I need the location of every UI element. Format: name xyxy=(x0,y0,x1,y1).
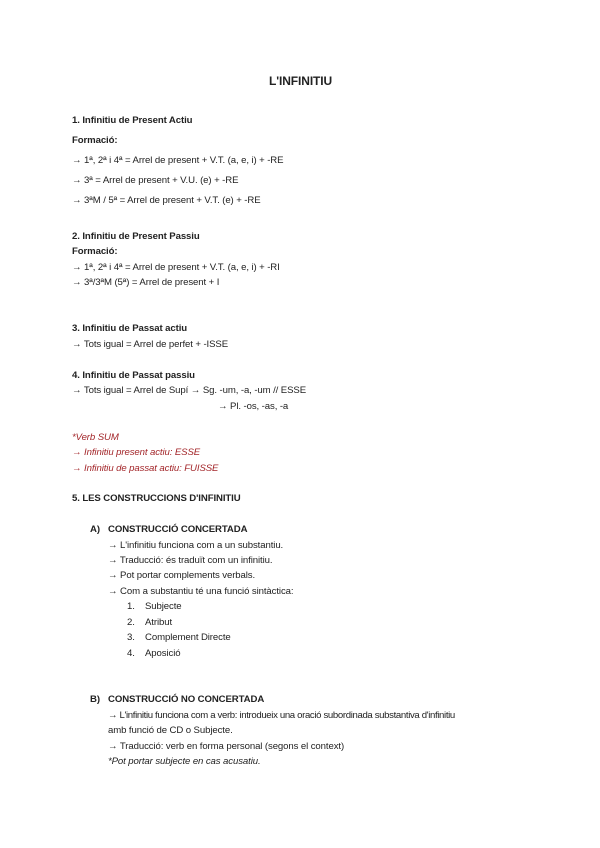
section-1-line: → 3ªM / 5ª = Arrel de present + V.T. (e) + -RE xyxy=(72,195,261,206)
note-line: → Infinitiu de passat actiu: FUISSE xyxy=(72,463,219,474)
list-item-number: 3. xyxy=(127,632,135,643)
list-item: Complement Directe xyxy=(145,632,231,643)
section-2-formacio: Formació: xyxy=(72,246,118,257)
section-2-line: → 1ª, 2ª i 4ª = Arrel de present + V.T. (a, e, i) + -RI xyxy=(72,262,280,273)
subsection-a-heading: CONSTRUCCIÓ CONCERTADA xyxy=(108,524,248,535)
section-1-formacio: Formació: xyxy=(72,135,118,146)
subsection-a-marker: A) xyxy=(90,524,100,535)
list-item-number: 2. xyxy=(127,617,135,628)
section-2-heading: 2. Infinitiu de Present Passiu xyxy=(72,231,200,242)
subsection-b-line: → L'infinitiu funciona com a verb: introdueix una oració subordinada substantiva d'infinitiu xyxy=(108,710,455,721)
note-line: → Infinitiu present actiu: ESSE xyxy=(72,447,201,458)
subsection-b-heading: CONSTRUCCIÓ NO CONCERTADA xyxy=(108,694,265,705)
subsection-b-line: amb funció de CD o Subjecte. xyxy=(108,725,233,736)
subsection-b-marker: B) xyxy=(90,694,100,705)
subsection-a-line: → Pot portar complements verbals. xyxy=(108,570,256,581)
section-4-line: → Pl. -os, -as, -a xyxy=(218,401,289,412)
list-item-number: 1. xyxy=(127,601,135,612)
list-item: Atribut xyxy=(145,617,173,628)
list-item-number: 4. xyxy=(127,648,135,659)
section-1-line: → 1ª, 2ª i 4ª = Arrel de present + V.T. (a, e, i) + -RE xyxy=(72,155,284,166)
subsection-b-line: → Traducció: verb en forma personal (segons el context) xyxy=(108,741,345,752)
section-1-heading: 1. Infinitiu de Present Actiu xyxy=(72,115,193,126)
section-3-line: → Tots igual = Arrel de perfet + -ISSE xyxy=(72,339,228,350)
subsection-b-note: *Pot portar subjecte en cas acusatiu. xyxy=(108,756,261,767)
subsection-a-line: → Traducció: és traduït com un infinitiu. xyxy=(108,555,273,566)
section-5-heading: 5. LES CONSTRUCCIONS D'INFINITIU xyxy=(72,493,241,504)
page-title: L'INFINITIU xyxy=(269,74,333,88)
section-1-line: → 3ª = Arrel de present + V.U. (e) + -RE xyxy=(72,175,239,186)
note-verb-sum: *Verb SUM xyxy=(72,432,119,443)
list-item: Aposició xyxy=(145,648,181,659)
section-2-line: → 3ª/3ªM (5ª) = Arrel de present + I xyxy=(72,277,220,288)
subsection-a-line: → Com a substantiu té una funció sintàctica: xyxy=(108,586,294,597)
subsection-a-line: → L'infinitiu funciona com a un substantiu. xyxy=(108,540,284,551)
section-4-line: → Tots igual = Arrel de Supí → Sg. -um, -a, -um // ESSE xyxy=(72,385,306,396)
section-4-heading: 4. Infinitiu de Passat passiu xyxy=(72,370,195,381)
list-item: Subjecte xyxy=(145,601,182,612)
section-3-heading: 3. Infinitiu de Passat actiu xyxy=(72,323,188,334)
